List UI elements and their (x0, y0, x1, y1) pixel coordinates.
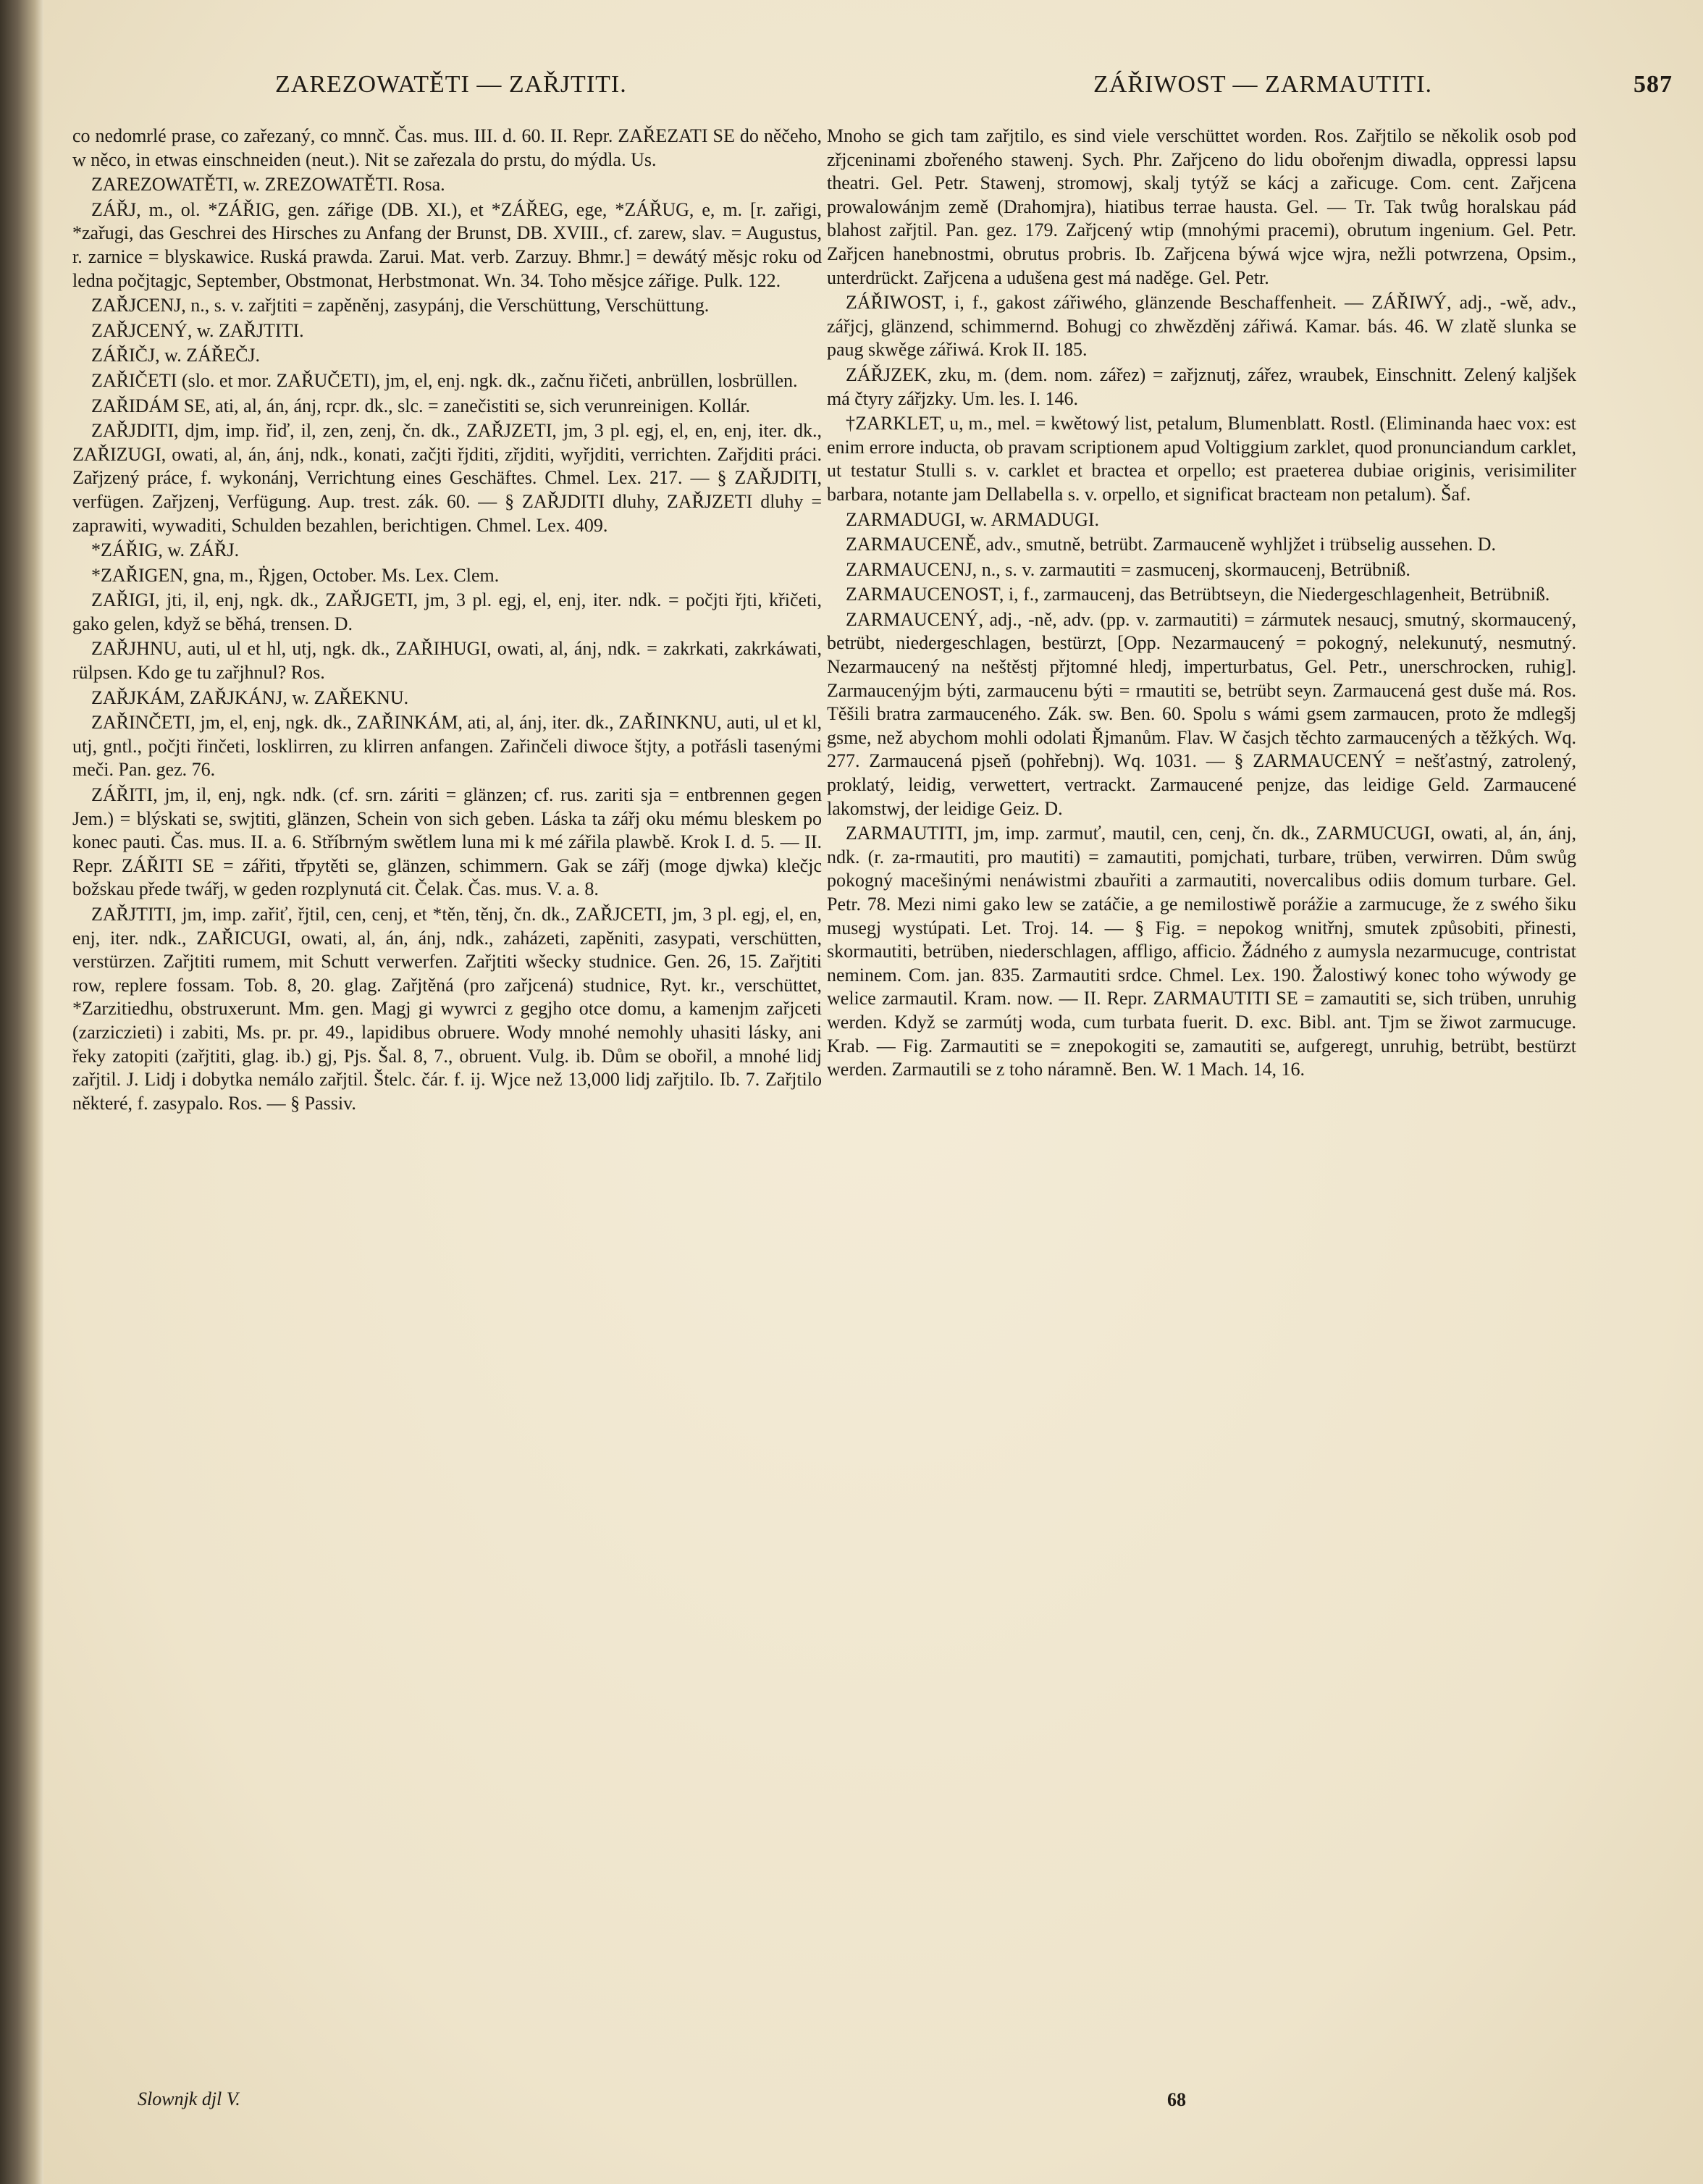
sheet-number: 68 (1167, 2089, 1186, 2110)
dictionary-entry: ZÁŘJ, m., ol. *ZÁŘIG, gen. zářige (DB. XI.), et *ZÁŘEG, ege, *ZÁŘUG, e, m. [r. zařigi, *zařugi, das Geschrei des Hirsches zu Anfang der Brunst, DB. XVIII., cf. zarew, slav. = Augustus, r. zarnice = blyskawice. Ruská prawda. Zarui. Mat. verb. Zarzuy. Bhmr.] = dewátý měsjc roku od ledna počjtagjc, September, Obstmonat, Herbstmonat. Wn. 34. Toho měsjce zářige. Pulk. 122. (72, 198, 822, 291)
dictionary-entry: *ZÁŘIG, w. ZÁŘJ. (91, 539, 240, 561)
dictionary-entry: ZAŘJKÁM, ZAŘJKÁNJ, w. ZAŘEKNU. (91, 686, 409, 708)
dictionary-entry: ZARMAUCENJ, n., s. v. zarmautiti = zasmucenj, skormaucenj, Betrübniß. (846, 558, 1410, 580)
right-running-title: ZÁŘIWOST — ZARMAUTITI. (1093, 71, 1433, 98)
dictionary-entry: co nedomrlé prase, co zařezaný, co mnnč. Čas. mus. III. d. 60. II. Repr. ZAŘEZATI SE do něčeho, w něco, in etwas einschneiden (neut.). Nit se zařezala do prstu, do mýdla. Us. (72, 125, 822, 170)
dictionary-entry: ZARMAUCENÝ, adj., -ně, adv. (pp. v. zarmautiti) = zármutek nesaucj, smutný, skormaucený, betrübt, niedergeschlagen, bestürzt, [Opp. Nezarmaucený = pokogný, nelekunutý, nesmutný. Nezarmaucený na neštěstj přjtomné hledj, imperturbatus, Gel. Petr., unerschrocken, ruhig]. Zarmaucenýjm býti, zarmaucenu býti = rmautiti se, betrübt seyn. Zarmaucená gest duše má. Ros. Těšili bratra zarmauceného. Zák. sw. Ben. 60. Spolu s wámi gsem zarmaucen, proto že mdlegšj gsme, než abychom mohli odolati Řjmanům. Flav. W časjch těchto zarmaucených a těžkých. Wq. 277. Zarmaucená pjseň (pohřebnj). Wq. 1031. — § ZARMAUCENÝ = nešťastný, zatrolený, proklatý, leidig, verwettert, vertrackt. Zarmaucené penjze, das leidige Geld. Zarmaucené lakomstwj, der leidige Geiz. D. (827, 608, 1576, 819)
dictionary-entry: ZARMAUCENĚ, adv., smutně, betrübt. Zarmauceně wyhljžet i trübselig aussehen. D. (846, 534, 1496, 555)
dictionary-entry: ZAŘJTITI, jm, imp. zařiť, řjtil, cen, cenj, et *těn, těnj, čn. dk., ZAŘJCETI, jm, 3 pl. egj, el, en, enj, iter. ndk., ZAŘICUGI, owati, al, án, ánj, ndk., zaházeti, zapěniti, zasypati, verschütten, verstürzen. Zařjtiti rumem, mit Schutt verwerfen. Zařjtiti wšecky studnice. Gen. 26, 15. Zařjtiti row, replere fossam. Tob. 8, 20. glag. Zařjtěná (pro zařjcená) studnice, Ryt. kr., verschüttet, *Zarzitiedhu, obstruxerunt. Mm. gen. Magj gi wywrci z gegjho otce domu, a kamenjm zařjceti (zarziczieti) i zabiti, Ms. pr. pr. 49., lapidibus obruere. Wody mnohé nemohly uhasiti lásky, ani řeky zatopiti (zařjtiti, glag. ib.) gj, Pjs. Šal. 8, 7., obruent. Vulg. ib. Dům se obořil, a mnohé lidj zařjtil. J. Lidj i dobytka nemálo zařjtil. Štelc. čár. f. ij. Wjce než 13,000 lidj zařjtilo. Ib. 7. Zařjtilo některé, f. zasypalo. Ros. — § Passiv. (72, 904, 822, 1114)
page-number: 587 (1633, 71, 1673, 98)
dictionary-entry: ZÁŘIWOST, i, f., gakost zářiwého, glänzende Beschaffenheit. — ZÁŘIWÝ, adj., -wě, adv., zářjcj, glänzend, schimmernd. Bohugj co zhwězděnj zářiwá. Kamar. bás. 46. W zlatě slunka se paug skwěge zářiwá. Krok II. 185. (827, 292, 1576, 361)
dictionary-entry: ZARMAUTITI, jm, imp. zarmuť, mautil, cen, cenj, čn. dk., ZARMUCUGI, owati, al, án, ánj, ndk. (r. za-rmautiti, pro mautiti) = zamautiti, pomjchati, turbare, trüben, verwirren. Dům swůg pokogný macešinými nenáwistmi zbauřiti a zarmautiti, novercalibus odiis domum turbare. Gel. Petr. 78. Mezi nimi gako lew se zatáčie, a ge nemilostiwě porážie a zarmucuge, že z swého šiku musegj wystúpati. Let. Troj. 14. — § Fig. = nepokog wnitřnj, smutek způsobiti, přinesti, skormautiti, betrüben, niederschlagen, affligo, afficio. Žádného z aumysla nezarmucuge, contristat neminem. Com. jan. 835. Zarmautiti srdce. Chmel. Lex. 190. Žalostiwý konec toho wýwody ge welice zarmautil. Kram. now. — II. Repr. ZARMAUTITI SE = zamautiti se, sich trüben, unruhig werden. Když se zarmútj woda, cum turbata fuerit. D. exc. Bibl. ant. Tjm se žiwot zarmucuge. Krab. — Fig. Zarmautiti se = znepokogiti se, zamautiti se, aufgeregt, unruhig, betrübt, bestürzt werden. Zarmautili se z toho náramně. Ben. W. 1 Mach. 14, 16. (827, 823, 1576, 1080)
dictionary-entry: ZAŘJCENJ, n., s. v. zařjtiti = zapěněnj, zasypánj, die Verschüttung, Verschüttung. (91, 295, 710, 316)
right-column (827, 125, 1576, 1083)
dictionary-entry: ZAŘJDITI, djm, imp. řiď, il, zen, zenj, čn. dk., ZAŘJZETI, jm, 3 pl. egj, el, en, enj, iter. dk., ZAŘIZUGI, owati, al, án, ánj, ndk., konati, začjti řjditi, zřjditi, wyřjditi, verrichten. Zařjditi práci. Zařjzený práce, f. wykonánj, Verrichtung eines Geschäftes. Chmel. Lex. 217. — § ZAŘJDITI, verfügen. Zařjzenj, Verfügung. Aup. trest. zák. 60. — § ZAŘJDITI dluhy, ZAŘJZETI dluhy = zaprawiti, wywaditi, Schulden bezahlen, berichtigen. Chmel. Lex. 409. (72, 420, 822, 536)
left-running-title: ZAREZOWATĚTI — ZAŘJTITI. (275, 71, 627, 98)
dictionary-entry: ZÁŘJZEK, zku, m. (dem. nom. zářez) = zařjznutj, zářez, wraubek, Einschnitt. Zelený kaljšek má čtyry zářjzky. Um. les. I. 146. (827, 364, 1576, 409)
dictionary-entry: ZÁŘITI, jm, il, enj, ngk. ndk. (cf. srn. záriti = glänzen; cf. rus. zariti sja = entbrennen gegen Jem.) = blýskati se, swjtiti, glänzen, Schein von sich geben. Láska ta zářj oku mému bleskem po konec pauti. Čas. mus. II. a. 6. Stříbrným swětlem luna mi k mé zářila plawbě. Krok I. d. 5. — II. Repr. ZÁŘITI SE = zářiti, třpytěti se, glänzen, schimmern. Gak se zářj (moge djwka) klečjc božskau přede twářj, w geden rozplynutá cit. Čelak. Čas. mus. V. a. 8. (72, 784, 822, 900)
dictionary-entry: ZAŘIČETI (slo. et mor. ZAŘUČETI), jm, el, enj. ngk. dk., začnu řičeti, anbrüllen, losbrüllen. (91, 369, 798, 391)
left-column (72, 125, 822, 1117)
dictionary-entry: *ZAŘIGEN, gna, m., Ṙjgen, October. Ms. Lex. Clem. (91, 564, 500, 586)
dictionary-entry: ZÁŘIČJ, w. ZÁŘEČJ. (91, 345, 261, 366)
signature-mark: Slownjk djl V. (138, 2088, 240, 2109)
dictionary-entry: ZAŘIDÁM SE, ati, al, án, ánj, rcpr. dk., slc. = zanečistiti se, sich verunreinigen. Kollár. (91, 395, 750, 416)
dictionary-entry: †ZARKLET, u, m., mel. = kwětowý list, petalum, Blumenblatt. Rostl. (Eliminanda haec vox: est enim errore inducta, ob pravam scriptionem apud Voltiggium zarklet, quod pronunciandum carklet, ut testatur Stulli s. v. carklet et bractea et orpello; est praeterea dubiae originis, verisimiliter barbara, notante jam Dellabella s. v. orpello, et significat bracteam non petalum). Šaf. (827, 413, 1576, 505)
dictionary-entry: ZAREZOWATĚTI, w. ZREZOWATĚTI. Rosa. (91, 174, 445, 196)
dictionary-entry: ZAŘJCENÝ, w. ZAŘJTITI. (91, 319, 304, 341)
running-header (116, 71, 1673, 107)
dictionary-entry: ZARMAUCENOST, i, f., zarmaucenj, das Betrübtseyn, die Niedergeschlagenheit, Betrübniß. (846, 584, 1550, 605)
dictionary-entry: ZARMADUGI, w. ARMADUGI. (846, 508, 1100, 530)
dictionary-entry: Mnoho se gich tam zařjtilo, es sind viele verschüttet worden. Ros. Zařjtilo se několik osob pod zřjceninami zbořeného stawenj. Sych. Phr. Zařjceno do lidu obořenjm diwadla, oppressi lapsu theatri. Gel. Petr. Stawenj, stromowj, skalj tytýž se kácj a zařicuge. Com. cent. Zařjcena prowalowánjm země (Drahomjra), hiatibus terrae hausta. Gel. — Tr. Tak twůg horalskau pád blahost zařjtil. Pan. gez. 179. Zařjcený wtip (mnohými pracemi), obrutum ingenium. Gel. Petr. Zařjcen hanebnostmi, obrutus probris. Ib. Zařjcena býwá wjce wjra, nežli potwrzena, Opsim., unterdrückt. Zařjcena a udušena gest má naděge. Gel. Petr. (827, 125, 1576, 288)
book-gutter (0, 0, 43, 2184)
dictionary-entry: ZAŘINČETI, jm, el, enj, ngk. dk., ZAŘINKÁM, ati, al, ánj, iter. dk., ZAŘINKNU, auti, ul et kl, utj, gntl., počjti řinčeti, losklirren, zu klirren anfangen. Zařinčeli diwoce štjty, a potřásli tasenými meči. Pan. gez. 76. (72, 712, 822, 781)
dictionary-entry: ZAŘJHNU, auti, ul et hl, utj, ngk. dk., ZAŘIHUGI, owati, al, ánj, ndk. = zakrkati, zakrkáwati, rülpsen. Kdo ge tu zařjhnul? Ros. (72, 638, 822, 684)
dictionary-page (43, 0, 1703, 2184)
dictionary-entry: ZAŘIGI, jti, il, enj, ngk. dk., ZAŘJGETI, jm, 3 pl. egj, el, enj, iter. ndk. = počjti řjti, křičeti, gako gelen, když se běhá, trensen. D. (72, 589, 822, 634)
